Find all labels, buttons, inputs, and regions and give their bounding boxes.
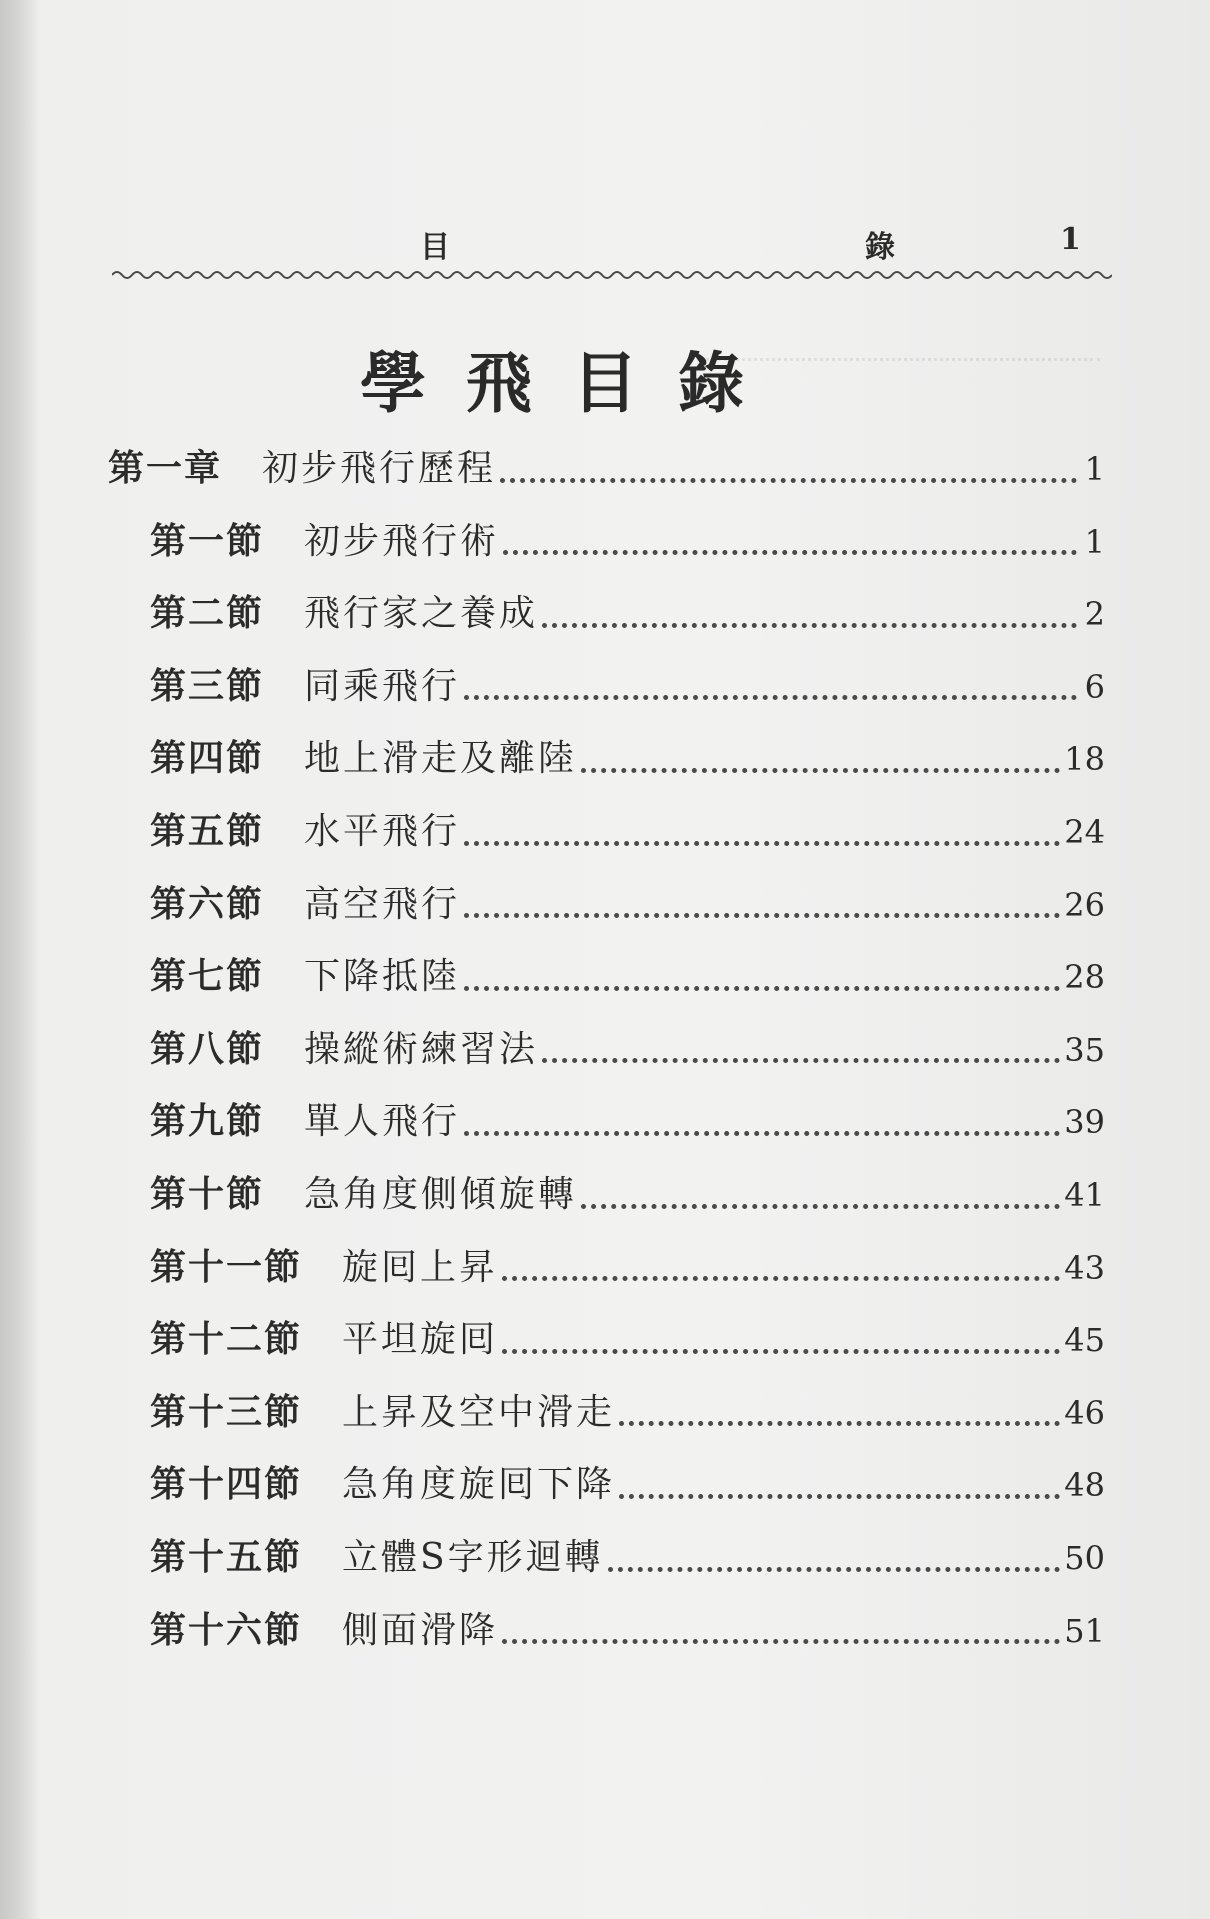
toc-section-row [150,1529,1105,1589]
toc-section-row [150,1602,1105,1662]
toc-entry-number: 第八節 [150,1027,265,1070]
toc-entry-number: 第十一節 [150,1245,303,1288]
main-title: 學飛目錄 [360,344,784,422]
toc-entry-number: 第十四節 [150,1463,303,1506]
dot-leader [619,1494,1060,1499]
dot-leader [502,1639,1060,1644]
toc-entry-page-number: 39 [1064,1103,1105,1142]
toc-entry-title: 高空飛行 [304,883,461,925]
toc-section-row [150,1093,1105,1153]
toc-entry-page-number: 18 [1064,740,1105,779]
toc-entry-number: 第二節 [150,592,265,635]
toc-entry-number: 第十六節 [150,1608,303,1651]
toc-entry-title: 側面滑降 [342,1609,499,1651]
toc-entry-number: 第三節 [150,664,265,707]
toc-entry-page-number: 1 [1084,522,1105,561]
toc-entry-number: 第七節 [150,955,265,998]
toc-entry-page-number: 43 [1064,1248,1105,1287]
toc-entry-page-number: 51 [1064,1611,1105,1650]
binding-shadow [0,0,40,1919]
toc-section-row [150,803,1105,863]
toc-entry-page-number: 50 [1064,1539,1105,1577]
toc-entry-page-number: 45 [1064,1321,1105,1360]
toc-entry-number: 第一節 [150,519,265,562]
dot-leader [464,695,1077,700]
dot-leader [503,550,1077,555]
toc-entry-title: 平坦旋囘 [342,1319,499,1361]
running-head [110,222,1110,266]
toc-entry-title: 下降抵陸 [304,956,461,998]
toc-entry-title: 上昇及空中滑走 [342,1391,616,1433]
toc-entry-page-number: 28 [1064,958,1105,997]
toc-entry-page-number: 24 [1064,813,1105,851]
toc-entry-number: 第一章 [108,447,223,489]
toc-entry-number: 第四節 [150,737,265,780]
toc-section-row [150,658,1105,718]
toc-section-row [150,876,1105,936]
dot-leader [542,623,1077,628]
toc-section-row [150,730,1105,790]
toc-entry-number: 第十節 [150,1173,265,1215]
toc-section-row [150,1166,1105,1226]
running-head-mid: 錄 [865,230,895,265]
toc-section-row [150,1311,1105,1371]
toc-entry-number: 第九節 [150,1100,265,1143]
dot-leader [619,1421,1060,1426]
running-head-page-number: 1 [1060,222,1081,257]
toc-section-row [150,1021,1105,1081]
toc-entry-title: 立體S字形迴轉 [342,1537,604,1578]
dot-leader [464,913,1060,918]
toc-entry-page-number: 26 [1064,885,1105,924]
toc-section-row [150,1456,1105,1516]
toc-section-row [150,1239,1105,1299]
toc-entry-title: 初步飛行術 [304,520,500,562]
toc-chapter-row [108,440,1105,500]
toc-entry-title: 急角度側傾旋轉 [304,1174,578,1215]
dot-leader [464,986,1060,991]
toc-entry-page-number: 2 [1084,595,1105,634]
toc-entry-title: 旋囘上昇 [342,1246,499,1288]
toc-entry-page-number: 6 [1084,667,1105,706]
toc-section-row [150,585,1105,645]
dot-leader [581,1204,1060,1209]
dot-leader [581,768,1060,773]
toc-entry-page-number: 48 [1064,1466,1105,1505]
dot-leader [502,1276,1060,1281]
toc-entry-title: 急角度旋囘下降 [342,1464,616,1506]
toc-section-row [150,513,1105,573]
toc-entry-page-number: 46 [1064,1393,1105,1432]
toc-entry-number: 第五節 [150,810,265,852]
toc-entry-title: 單人飛行 [304,1101,461,1143]
dot-leader [608,1567,1061,1572]
running-head-left: 目 [420,230,452,265]
toc-entry-title: 同乘飛行 [304,665,461,707]
toc-entry-title: 初步飛行歷程 [262,448,497,489]
toc-entry-title: 地上滑走及離陸 [304,738,578,780]
toc-entry-page-number: 35 [1064,1030,1105,1069]
dot-leader [464,1131,1060,1136]
toc-entry-title: 飛行家之養成 [304,593,539,635]
dot-leader [542,1058,1060,1063]
toc-entry-number: 第十二節 [150,1318,303,1361]
toc-section-row [150,948,1105,1008]
toc-entry-page-number: 1 [1084,450,1105,488]
dot-leader [464,841,1060,846]
toc-entry-number: 第十三節 [150,1390,303,1433]
toc-entry-number: 第六節 [150,882,265,925]
wavy-rule [112,268,1112,282]
toc-entry-title: 操縱術練習法 [304,1028,539,1070]
toc-entry-title: 水平飛行 [304,811,461,852]
dot-leader [502,1349,1060,1354]
toc-entry-number: 第十五節 [150,1536,303,1578]
dot-leader [500,478,1077,483]
toc-section-row [150,1384,1105,1444]
toc-entry-page-number: 41 [1064,1176,1105,1214]
